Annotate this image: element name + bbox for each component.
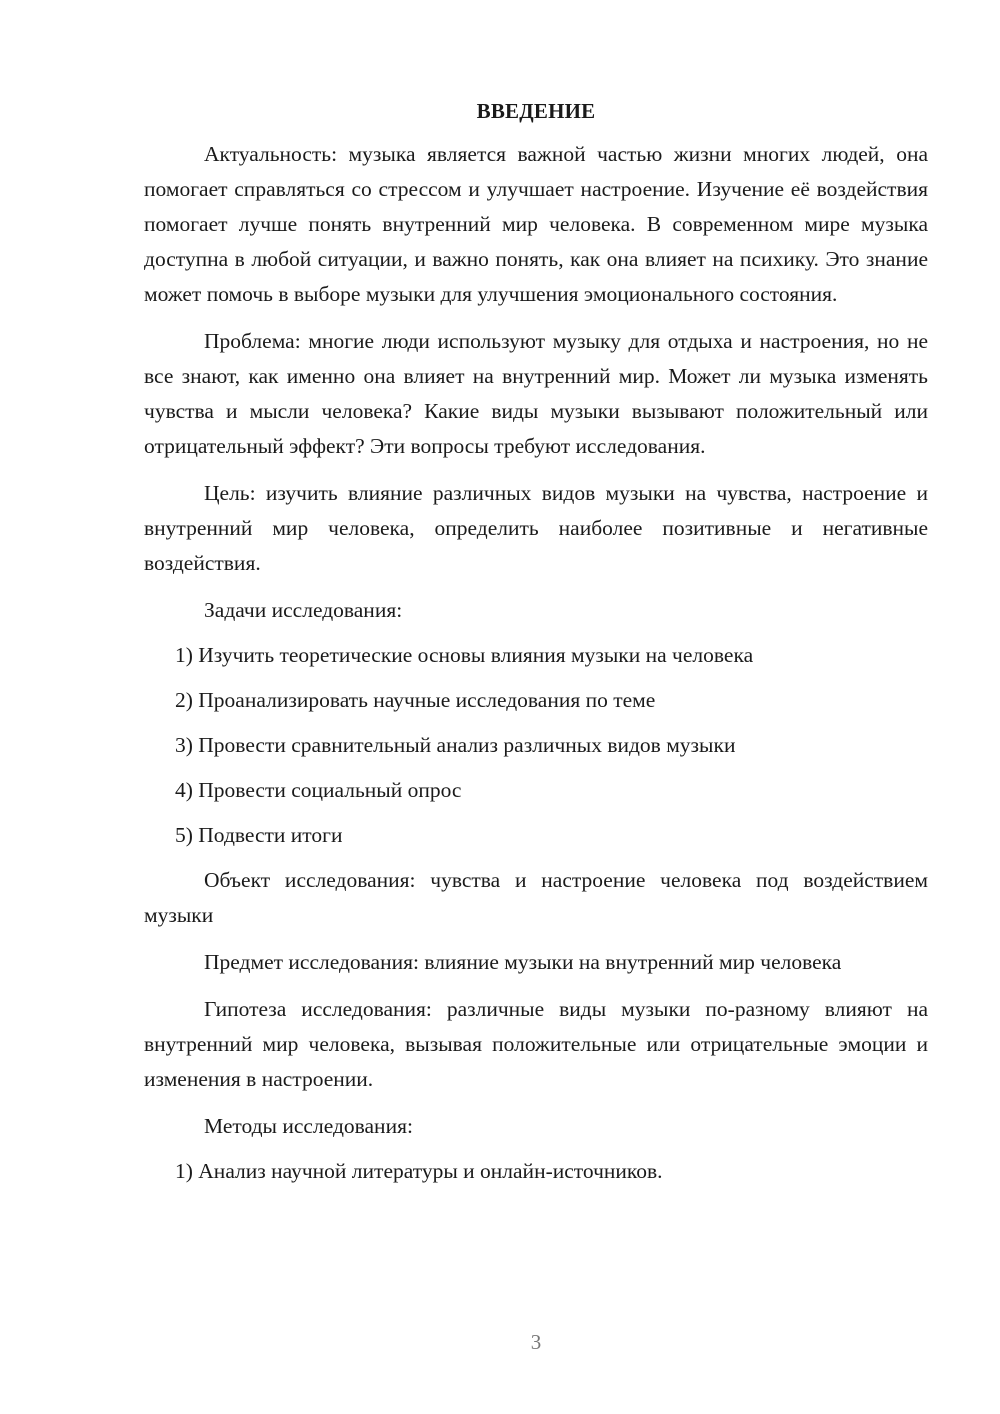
page-title: ВВЕДЕНИЕ	[476, 99, 596, 123]
subject-paragraph: Предмет исследования: влияние музыки на внутренний мир человека	[204, 950, 842, 974]
list-item: 2) Проанализировать научные исследования по теме	[175, 688, 656, 712]
list-item: 4) Провести социальный опрос	[175, 778, 462, 802]
tasks-list	[144, 638, 928, 853]
list-item: 5) Подвести итоги	[175, 823, 343, 847]
relevance-paragraph: Актуальность: музыка является важной частью жизни многих людей, она помогает справляться со стрессом и улучшает настроение. Изучение её воздействия помогает лучше понять внутренний мир человека. В современном мире музыка доступна в любой ситуации, и важно понять, как она влияет на психику. Это знание может помочь в выборе музыки для улучшения эмоционального состояния.	[144, 142, 928, 306]
object-paragraph: Объект исследования: чувства и настроение человека под воздействием музыки	[144, 868, 928, 927]
hypothesis-paragraph: Гипотеза исследования: различные виды музыки по-разному влияют на внутренний мир человека, вызывая положительные или отрицательные эмоции и изменения в настроении.	[144, 997, 928, 1091]
page-content	[144, 95, 928, 1199]
list-item: 3) Провести сравнительный анализ различных видов музыки	[175, 733, 736, 757]
methods-list	[144, 1154, 928, 1189]
tasks-label: Задачи исследования:	[204, 598, 403, 622]
list-item: 1) Анализ научной литературы и онлайн-источников.	[175, 1159, 663, 1183]
page-number: 3	[530, 1330, 542, 1354]
problem-paragraph: Проблема: многие люди используют музыку для отдыха и настроения, но не все знают, как именно она влияет на внутренний мир. Может ли музыка изменять чувства и мысли человека? Какие виды музыки вызывают положительный или отрицательный эффект? Эти вопросы требуют исследования.	[144, 329, 928, 458]
methods-label: Методы исследования:	[204, 1114, 413, 1138]
goal-paragraph: Цель: изучить влияние различных видов музыки на чувства, настроение и внутренний мир человека, определить наиболее позитивные и негативные воздействия.	[144, 481, 928, 575]
list-item: 1) Изучить теоретические основы влияния музыки на человека	[175, 643, 754, 667]
